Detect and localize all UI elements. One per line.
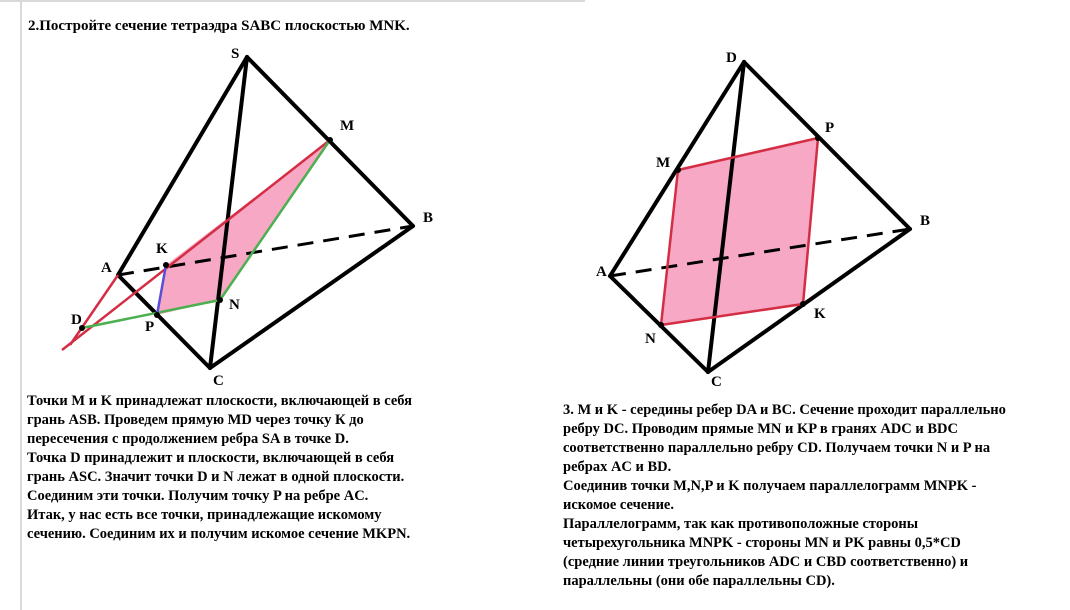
label-s: S xyxy=(231,46,240,62)
line-sa-extension xyxy=(70,275,118,345)
text-line: Соединив точки M,N,P и K получаем параллелограмм MNPK - xyxy=(563,478,977,494)
point-n xyxy=(217,297,223,303)
section-mnpk xyxy=(661,138,818,325)
text-line: ребрах AC и BD. xyxy=(563,459,672,475)
label-k: K xyxy=(814,306,826,322)
explanation-right xyxy=(563,401,1006,591)
point-m xyxy=(675,167,681,173)
label-n: N xyxy=(645,331,656,347)
text-line: (средние линии треугольников ADC и CBD соответственно) и xyxy=(563,554,969,570)
text-line: сечению. Соединим их и получим искомое сечение MKPN. xyxy=(27,526,411,542)
text-line: Точки M и K принадлежат плоскости, включающей в себя xyxy=(27,393,413,409)
text-line: Соединим эти точки. Получим точку P на ребре AC. xyxy=(27,488,369,504)
label-b: B xyxy=(423,210,434,226)
text-line: четырехугольника MNPK - стороны MN и PK равны 0,5*CD xyxy=(563,535,961,551)
text-line: грань ASB. Проведем прямую MD через точку К до xyxy=(27,412,364,428)
label-m: M xyxy=(656,155,671,171)
label-a: A xyxy=(596,264,607,280)
label-n: N xyxy=(229,297,240,313)
label-c: C xyxy=(213,373,224,389)
figure-2-tetrahedron-dabc xyxy=(596,50,930,390)
text-line: пересечения с продолжением ребра SA в точке D. xyxy=(27,431,349,447)
label-m: M xyxy=(340,118,355,134)
label-d: D xyxy=(726,50,737,66)
point-p xyxy=(154,312,160,318)
text-line: 3. M и K - середины ребер DA и BC. Сечение проходит параллельно xyxy=(563,402,1006,418)
point-n xyxy=(658,322,664,328)
line-md xyxy=(62,140,330,350)
label-d: D xyxy=(71,312,82,328)
text-line: ребру DC. Проводим прямые MN и KP в гранях ADC и BDC xyxy=(563,421,958,437)
label-k: K xyxy=(156,241,168,257)
label-p: P xyxy=(825,120,835,136)
label-p: P xyxy=(145,319,155,335)
text-line: соответственно параллельно ребру CD. Получаем точки N и P на xyxy=(563,440,991,456)
point-k xyxy=(800,301,806,307)
page-title: 2.Постройте сечение тетраэдра SABC плоскостью MNK. xyxy=(28,18,410,34)
point-m xyxy=(327,137,333,143)
label-a: A xyxy=(101,260,112,276)
point-p xyxy=(815,135,821,141)
text-line: искомое сечение. xyxy=(563,497,674,513)
label-b: B xyxy=(920,213,931,229)
explanation-left xyxy=(27,392,412,544)
text-line: Точка D принадлежит и плоскости, включающей в себя xyxy=(27,450,395,466)
text-line: Итак, у нас есть все точки, принадлежащие искомому xyxy=(27,507,382,523)
label-c: C xyxy=(711,374,722,390)
text-line: параллельны (они обе параллельны CD). xyxy=(563,573,835,589)
point-k xyxy=(163,262,169,268)
figure-1-tetrahedron-sabc xyxy=(62,46,433,389)
text-line: грань ASC. Значит точки D и N лежат в одной плоскости. xyxy=(27,469,405,485)
text-line: Параллелограмм, так как противоположные стороны xyxy=(563,516,919,532)
